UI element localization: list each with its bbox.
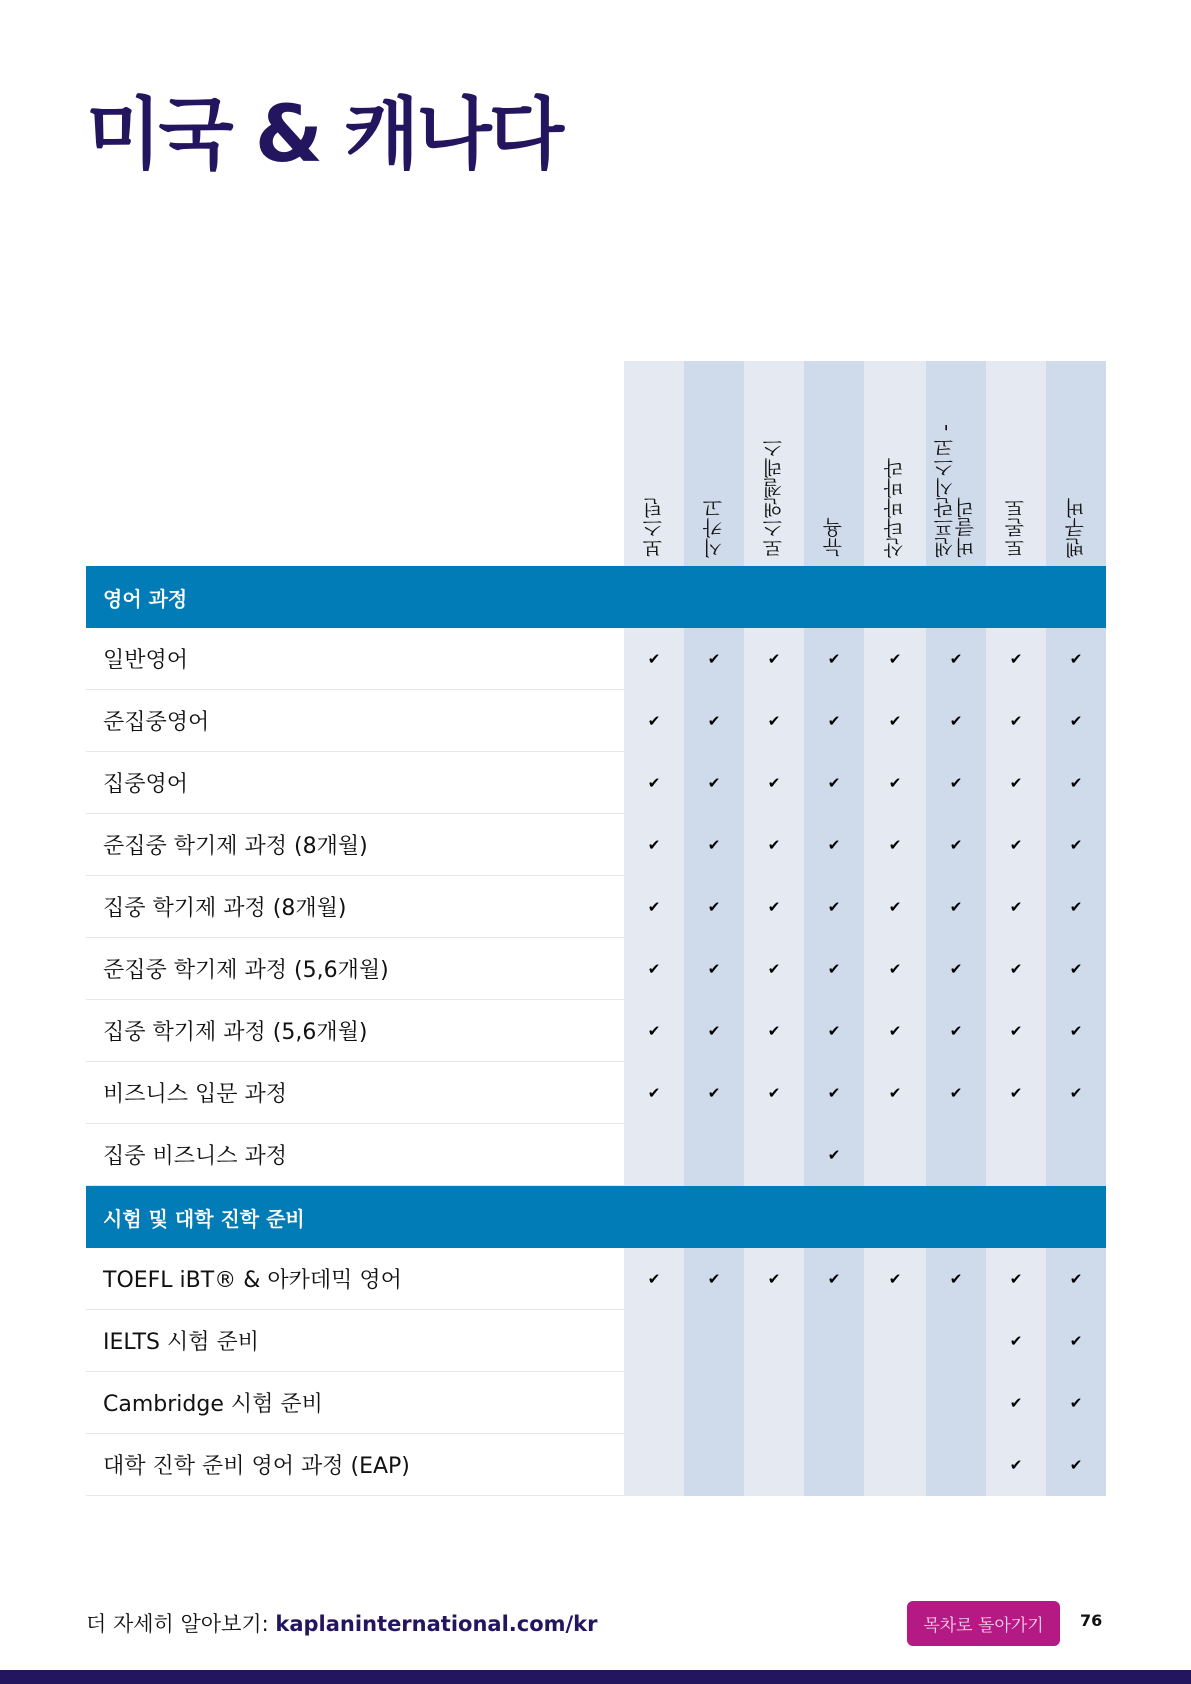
- course-name: 대학 진학 준비 영어 과정 (EAP): [103, 1454, 410, 1479]
- check-icon: ✔: [767, 835, 781, 854]
- availability-cell: [986, 876, 1046, 938]
- course-name: 비즈니스 입문 과정: [103, 1082, 288, 1107]
- course-name: 집중 비즈니스 과정: [103, 1144, 288, 1169]
- table-row: [86, 1434, 1106, 1496]
- check-icon: ✔: [949, 1269, 963, 1288]
- availability-cell: [864, 1248, 926, 1310]
- check-icon: ✔: [888, 897, 902, 916]
- check-icon: ✔: [647, 1083, 661, 1102]
- website-link[interactable]: kaplaninternational.com/kr: [275, 1612, 598, 1636]
- check-icon: ✔: [707, 649, 721, 668]
- check-icon: ✔: [827, 649, 841, 668]
- check-icon: ✔: [647, 649, 661, 668]
- check-icon: ✔: [949, 1083, 963, 1102]
- check-icon: ✔: [1009, 959, 1023, 978]
- course-availability-table: [86, 361, 1106, 1496]
- city-label: 보스턴: [641, 498, 666, 558]
- table-row: [86, 1000, 1106, 1062]
- availability-cell: [926, 814, 986, 876]
- city-column-header: [986, 361, 1046, 566]
- availability-cell: [804, 1372, 864, 1434]
- availability-cell: [624, 1248, 684, 1310]
- check-icon: ✔: [1069, 1331, 1083, 1350]
- availability-cell: [926, 1124, 986, 1186]
- availability-cell: [744, 628, 804, 690]
- check-icon: ✔: [707, 1083, 721, 1102]
- availability-cell: [926, 1372, 986, 1434]
- availability-cell: [986, 1248, 1046, 1310]
- check-icon: ✔: [827, 1021, 841, 1040]
- check-icon: ✔: [949, 897, 963, 916]
- check-icon: ✔: [707, 1021, 721, 1040]
- check-icon: ✔: [827, 897, 841, 916]
- check-icon: ✔: [888, 1269, 902, 1288]
- availability-cell: [744, 1434, 804, 1496]
- availability-cell: [804, 1248, 864, 1310]
- availability-cell: [684, 1062, 744, 1124]
- availability-cell: [986, 1434, 1046, 1496]
- course-name: 집중영어: [103, 772, 189, 797]
- availability-cell: [986, 814, 1046, 876]
- city-column-header: [624, 361, 684, 566]
- availability-cell: [1046, 814, 1106, 876]
- availability-cell: [744, 876, 804, 938]
- check-icon: ✔: [1009, 897, 1023, 916]
- availability-cell: [1046, 628, 1106, 690]
- availability-cell: [926, 1000, 986, 1062]
- city-column-header: [744, 361, 804, 566]
- availability-cell: [804, 1434, 864, 1496]
- check-icon: ✔: [888, 649, 902, 668]
- availability-cell: [744, 938, 804, 1000]
- table-row: [86, 938, 1106, 1000]
- check-icon: ✔: [949, 835, 963, 854]
- table-row: [86, 1124, 1106, 1186]
- check-icon: ✔: [707, 959, 721, 978]
- course-name: 일반영어: [103, 648, 189, 673]
- city-label: 토론토: [1003, 498, 1028, 558]
- availability-cell: [864, 1000, 926, 1062]
- availability-cell: [684, 628, 744, 690]
- check-icon: ✔: [767, 773, 781, 792]
- availability-cell: [744, 814, 804, 876]
- availability-cell: [624, 1310, 684, 1372]
- city-column-header: [1046, 361, 1106, 566]
- availability-cell: [986, 628, 1046, 690]
- check-icon: ✔: [1069, 959, 1083, 978]
- availability-cell: [864, 1062, 926, 1124]
- check-icon: ✔: [1009, 1331, 1023, 1350]
- city-label: 샌프란시스코 - 버클리: [933, 424, 978, 558]
- course-name: 준집중 학기제 과정 (8개월): [103, 834, 368, 859]
- check-icon: ✔: [1009, 711, 1023, 730]
- check-icon: ✔: [1069, 1393, 1083, 1412]
- availability-cell: [684, 1248, 744, 1310]
- check-icon: ✔: [1069, 711, 1083, 730]
- check-icon: ✔: [1009, 1021, 1023, 1040]
- availability-cell: [624, 876, 684, 938]
- check-icon: ✔: [647, 1269, 661, 1288]
- table-row: [86, 814, 1106, 876]
- section-title: 시험 및 대학 진학 준비: [103, 1206, 305, 1231]
- check-icon: ✔: [888, 835, 902, 854]
- availability-cell: [1046, 690, 1106, 752]
- availability-cell: [684, 1434, 744, 1496]
- check-icon: ✔: [888, 711, 902, 730]
- check-icon: ✔: [1069, 835, 1083, 854]
- availability-cell: [624, 1434, 684, 1496]
- course-name: Cambridge 시험 준비: [103, 1392, 323, 1417]
- check-icon: ✔: [827, 1269, 841, 1288]
- availability-cell: [1046, 876, 1106, 938]
- check-icon: ✔: [888, 1083, 902, 1102]
- availability-cell: [864, 1310, 926, 1372]
- check-icon: ✔: [767, 1021, 781, 1040]
- availability-cell: [864, 752, 926, 814]
- availability-cell: [1046, 1000, 1106, 1062]
- availability-cell: [804, 1000, 864, 1062]
- table-row: [86, 1248, 1106, 1310]
- availability-cell: [926, 1248, 986, 1310]
- bottom-bar: [0, 1670, 1191, 1684]
- check-icon: ✔: [1069, 1269, 1083, 1288]
- page-number: 76: [1080, 1611, 1103, 1630]
- availability-cell: [684, 690, 744, 752]
- availability-cell: [864, 938, 926, 1000]
- availability-cell: [744, 1062, 804, 1124]
- table-row: [86, 1310, 1106, 1372]
- table-row: [86, 752, 1106, 814]
- check-icon: ✔: [949, 1021, 963, 1040]
- city-header-row: [86, 361, 1106, 566]
- availability-cell: [864, 628, 926, 690]
- check-icon: ✔: [949, 711, 963, 730]
- check-icon: ✔: [647, 835, 661, 854]
- availability-cell: [804, 814, 864, 876]
- availability-cell: [804, 876, 864, 938]
- course-name: 준집중영어: [103, 710, 210, 735]
- section-title: 영어 과정: [103, 586, 188, 611]
- availability-cell: [926, 1062, 986, 1124]
- availability-cell: [986, 690, 1046, 752]
- availability-cell: [1046, 1310, 1106, 1372]
- check-icon: ✔: [647, 897, 661, 916]
- city-label: 시카고: [701, 498, 726, 558]
- check-icon: ✔: [707, 711, 721, 730]
- availability-cell: [1046, 1372, 1106, 1434]
- availability-cell: [624, 938, 684, 1000]
- availability-cell: [744, 1248, 804, 1310]
- availability-cell: [744, 690, 804, 752]
- section-header: [86, 1186, 1106, 1248]
- course-name: 준집중 학기제 과정 (5,6개월): [103, 958, 389, 983]
- city-label: 산타바바라: [882, 458, 907, 558]
- availability-cell: [986, 1000, 1046, 1062]
- availability-cell: [624, 1000, 684, 1062]
- check-icon: ✔: [949, 649, 963, 668]
- check-icon: ✔: [827, 959, 841, 978]
- availability-cell: [624, 690, 684, 752]
- city-label: 뉴욕: [821, 518, 846, 558]
- availability-cell: [804, 1062, 864, 1124]
- availability-cell: [804, 690, 864, 752]
- city-column-header: [804, 361, 864, 566]
- availability-cell: [986, 1372, 1046, 1434]
- availability-cell: [744, 1124, 804, 1186]
- availability-cell: [926, 1434, 986, 1496]
- availability-cell: [624, 1062, 684, 1124]
- availability-cell: [804, 1124, 864, 1186]
- course-name: TOEFL iBT® & 아카데믹 영어: [103, 1268, 402, 1293]
- availability-cell: [684, 1000, 744, 1062]
- course-name: IELTS 시험 준비: [103, 1330, 260, 1355]
- availability-cell: [684, 876, 744, 938]
- check-icon: ✔: [827, 1145, 841, 1164]
- availability-cell: [926, 876, 986, 938]
- back-to-contents-button[interactable]: 목차로 돌아가기: [907, 1601, 1060, 1646]
- table-body: [86, 566, 1106, 1496]
- availability-cell: [1046, 1434, 1106, 1496]
- table-row: [86, 876, 1106, 938]
- check-icon: ✔: [949, 959, 963, 978]
- availability-cell: [684, 1310, 744, 1372]
- availability-cell: [804, 1310, 864, 1372]
- check-icon: ✔: [1009, 1393, 1023, 1412]
- table-row: [86, 628, 1106, 690]
- check-icon: ✔: [767, 897, 781, 916]
- availability-cell: [864, 814, 926, 876]
- check-icon: ✔: [1069, 1455, 1083, 1474]
- availability-cell: [684, 1372, 744, 1434]
- table-row: [86, 1372, 1106, 1434]
- availability-cell: [1046, 1124, 1106, 1186]
- footer-prefix: 더 자세히 알아보기:: [86, 1612, 276, 1636]
- check-icon: ✔: [767, 1269, 781, 1288]
- city-label: 벤쿠버: [1063, 498, 1088, 558]
- availability-cell: [864, 1124, 926, 1186]
- availability-cell: [864, 1372, 926, 1434]
- check-icon: ✔: [1009, 1269, 1023, 1288]
- availability-cell: [986, 938, 1046, 1000]
- availability-cell: [926, 1310, 986, 1372]
- availability-cell: [744, 752, 804, 814]
- check-icon: ✔: [1069, 1021, 1083, 1040]
- course-name: 집중 학기제 과정 (5,6개월): [103, 1020, 368, 1045]
- check-icon: ✔: [1069, 649, 1083, 668]
- check-icon: ✔: [949, 773, 963, 792]
- availability-cell: [864, 876, 926, 938]
- check-icon: ✔: [1009, 773, 1023, 792]
- availability-cell: [684, 1124, 744, 1186]
- check-icon: ✔: [707, 1269, 721, 1288]
- check-icon: ✔: [827, 711, 841, 730]
- availability-cell: [804, 938, 864, 1000]
- availability-cell: [926, 628, 986, 690]
- check-icon: ✔: [707, 835, 721, 854]
- availability-cell: [804, 752, 864, 814]
- check-icon: ✔: [647, 711, 661, 730]
- city-column-header: [864, 361, 926, 566]
- availability-cell: [926, 938, 986, 1000]
- check-icon: ✔: [647, 1021, 661, 1040]
- check-icon: ✔: [888, 959, 902, 978]
- availability-cell: [926, 690, 986, 752]
- check-icon: ✔: [767, 711, 781, 730]
- availability-cell: [986, 752, 1046, 814]
- check-icon: ✔: [767, 959, 781, 978]
- availability-cell: [926, 752, 986, 814]
- availability-cell: [1046, 938, 1106, 1000]
- check-icon: ✔: [1009, 835, 1023, 854]
- availability-cell: [684, 814, 744, 876]
- check-icon: ✔: [827, 1083, 841, 1102]
- check-icon: ✔: [1069, 773, 1083, 792]
- availability-cell: [684, 938, 744, 1000]
- check-icon: ✔: [767, 1083, 781, 1102]
- availability-cell: [744, 1310, 804, 1372]
- availability-cell: [624, 1124, 684, 1186]
- availability-cell: [986, 1310, 1046, 1372]
- availability-cell: [1046, 752, 1106, 814]
- availability-cell: [1046, 1248, 1106, 1310]
- check-icon: ✔: [827, 835, 841, 854]
- availability-cell: [624, 1372, 684, 1434]
- check-icon: ✔: [1069, 1083, 1083, 1102]
- table-row: [86, 1062, 1106, 1124]
- availability-cell: [1046, 1062, 1106, 1124]
- city-label: 로스앤젤레스: [761, 438, 786, 558]
- availability-cell: [986, 1062, 1046, 1124]
- availability-cell: [744, 1372, 804, 1434]
- check-icon: ✔: [707, 897, 721, 916]
- city-column-header: [684, 361, 744, 566]
- footer-learn-more: [86, 1608, 598, 1638]
- course-name: 집중 학기제 과정 (8개월): [103, 896, 347, 921]
- check-icon: ✔: [827, 773, 841, 792]
- availability-cell: [744, 1000, 804, 1062]
- check-icon: ✔: [1069, 897, 1083, 916]
- check-icon: ✔: [1009, 1083, 1023, 1102]
- check-icon: ✔: [888, 1021, 902, 1040]
- availability-cell: [864, 1434, 926, 1496]
- page-title: 미국 & 캐나다: [86, 90, 562, 180]
- availability-cell: [624, 814, 684, 876]
- check-icon: ✔: [767, 649, 781, 668]
- check-icon: ✔: [1009, 649, 1023, 668]
- availability-cell: [864, 690, 926, 752]
- check-icon: ✔: [888, 773, 902, 792]
- section-header: [86, 566, 1106, 628]
- check-icon: ✔: [1009, 1455, 1023, 1474]
- availability-cell: [624, 752, 684, 814]
- check-icon: ✔: [647, 959, 661, 978]
- availability-cell: [684, 752, 744, 814]
- availability-cell: [986, 1124, 1046, 1186]
- check-icon: ✔: [707, 773, 721, 792]
- city-column-header: [926, 361, 986, 566]
- table-row: [86, 690, 1106, 752]
- availability-cell: [624, 628, 684, 690]
- availability-cell: [804, 628, 864, 690]
- check-icon: ✔: [647, 773, 661, 792]
